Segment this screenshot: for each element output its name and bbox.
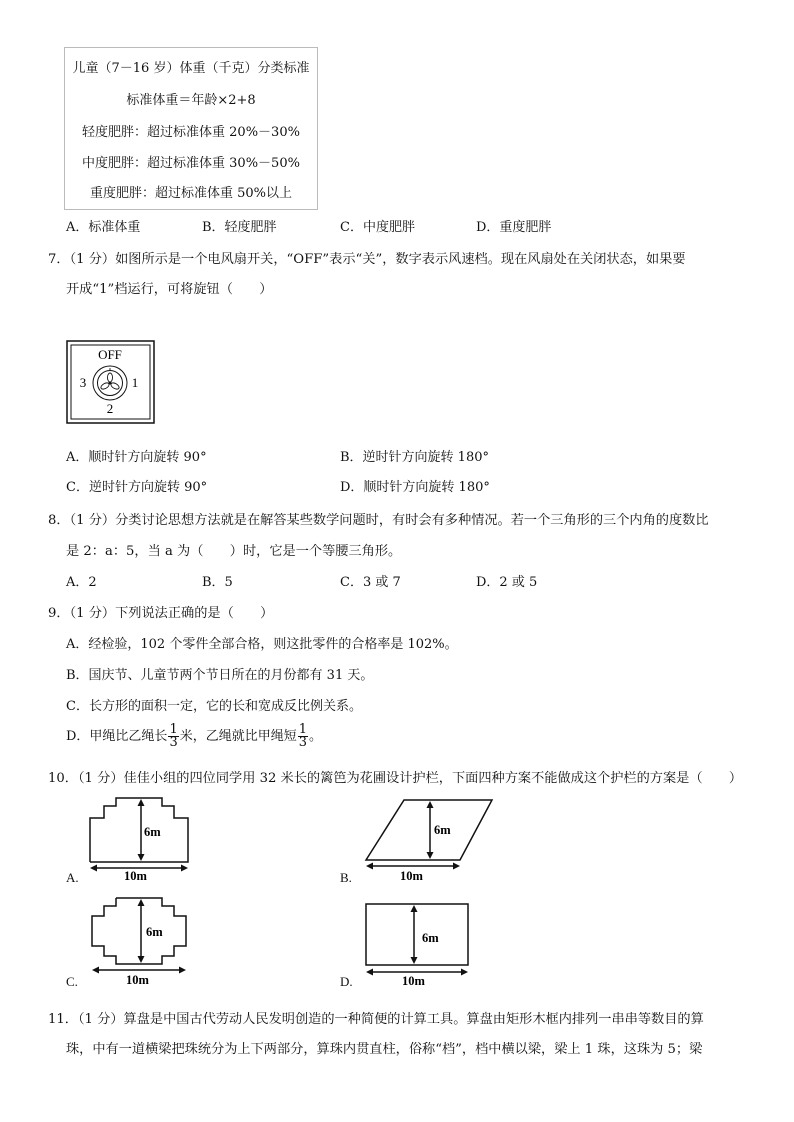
arrow-head-up bbox=[427, 801, 434, 808]
knob-label-2: 2 bbox=[106, 401, 114, 416]
q9-option-d[interactable] bbox=[66, 722, 322, 752]
q8-stem-line2: 是 2：a：5，当 a 为（ ）时，它是一个等腰三角形。 bbox=[66, 544, 402, 559]
q11-stem-line2: 珠，中有一道横梁把珠统分为上下两部分，算珠内贯直柱，俗称“档”，档中横以梁，梁上 1 珠，这珠为 5；梁 bbox=[66, 1042, 703, 1057]
arrow-head-down bbox=[411, 957, 418, 964]
q9-stem: 9．（1 分）下列说法正确的是（ ） bbox=[48, 606, 274, 621]
table-row: 中度肥胖：超过标准体重 30%－50% bbox=[82, 156, 300, 171]
knob-label-1: 1 bbox=[131, 375, 139, 390]
width-label: 10m bbox=[402, 974, 425, 988]
q10-stem: 10．（1 分）佳佳小组的四位同学用 32 米长的篱笆为花圃设计护栏，下面四种方案不能做成这个护栏的方案是（ ） bbox=[48, 771, 743, 786]
q7-stem-line1: 7．（1 分）如图所示是一个电风扇开关，“OFF”表示“关”，数字表示风速档。现在风扇处在关闭状态，如果要 bbox=[48, 252, 686, 267]
q6-option-d[interactable]: D．重度肥胖 bbox=[476, 220, 552, 235]
arrow-head-down bbox=[138, 854, 145, 861]
q9-d-text-post: 。 bbox=[309, 729, 323, 744]
knob-pointer-dot bbox=[109, 368, 111, 370]
fence-figure-c bbox=[86, 896, 198, 988]
fence-figure-d bbox=[364, 902, 472, 988]
parallelogram-outline bbox=[366, 800, 492, 860]
q9-d-text-mid: 米，乙绳就比甲绳短 bbox=[179, 729, 297, 744]
q7-option-b[interactable]: B．逆时针方向旋转 180° bbox=[340, 450, 489, 465]
q9-option-c[interactable]: C．长方形的面积一定，它的长和宽成反比例关系。 bbox=[66, 699, 362, 714]
q7-option-d[interactable]: D．顺时针方向旋转 180° bbox=[340, 480, 490, 495]
table-row: 轻度肥胖：超过标准体重 20%－30% bbox=[82, 125, 300, 140]
table-row: 重度肥胖：超过标准体重 50%以上 bbox=[89, 186, 293, 201]
arrow-head-right bbox=[453, 863, 460, 870]
q6-option-b[interactable]: B．轻度肥胖 bbox=[202, 220, 277, 235]
width-label: 10m bbox=[124, 869, 147, 882]
weight-standard-table bbox=[64, 47, 318, 210]
fan-switch-figure bbox=[66, 340, 156, 424]
fraction-one-third: $\frac{1}{3}$ bbox=[169, 722, 178, 750]
fraction-one-third: $\frac{1}{3}$ bbox=[298, 722, 308, 750]
q7-stem-line2: 开成“1”档运行，可将旋钮（ ） bbox=[66, 282, 273, 297]
q6-option-c[interactable]: C．中度肥胖 bbox=[340, 220, 415, 235]
arrow-head-right bbox=[181, 865, 188, 872]
q8-option-d[interactable]: D．2 或 5 bbox=[476, 575, 538, 590]
q9-option-b[interactable]: B．国庆节、儿童节两个节日所在的月份都有 31 天。 bbox=[66, 668, 374, 683]
arrow-head-right bbox=[179, 967, 186, 974]
arrow-head-left bbox=[366, 969, 373, 976]
q7-option-a[interactable]: A．顺时针方向旋转 90° bbox=[66, 450, 207, 465]
arrow-head-left bbox=[92, 967, 99, 974]
arrow-head-left bbox=[90, 865, 97, 872]
rectangle-outline bbox=[366, 904, 468, 965]
arrow-head-down bbox=[427, 852, 434, 859]
q10-option-c-label[interactable]: C. bbox=[66, 974, 78, 989]
table-formula: 标准体重＝年龄×2+8 bbox=[126, 93, 256, 108]
q7-option-c[interactable]: C．逆时针方向旋转 90° bbox=[66, 480, 208, 495]
knob-label-off: OFF bbox=[98, 347, 122, 362]
height-label: 6m bbox=[434, 823, 451, 837]
q8-option-a[interactable]: A．2 bbox=[66, 575, 97, 590]
stepped-outline bbox=[90, 798, 188, 862]
fence-figure-b bbox=[360, 798, 496, 884]
q8-stem-line1: 8．（1 分）分类讨论思想方法就是在解答某些数学问题时，有时会有多种情况。若一个三角形的三个内角的度数比 bbox=[48, 513, 709, 528]
height-label: 6m bbox=[422, 931, 439, 945]
height-label: 6m bbox=[144, 825, 161, 839]
q10-option-d-label[interactable]: D. bbox=[340, 974, 353, 989]
q10-option-a-label[interactable]: A. bbox=[66, 870, 79, 885]
arrow-head-left bbox=[366, 863, 373, 870]
arrow-head-down bbox=[138, 956, 145, 963]
height-label: 6m bbox=[146, 925, 163, 939]
table-title: 儿童（7－16 岁）体重（千克）分类标准 bbox=[72, 61, 310, 76]
width-label: 10m bbox=[126, 973, 149, 987]
fence-figure-a bbox=[86, 796, 198, 882]
q10-option-b-label[interactable]: B. bbox=[340, 870, 352, 885]
width-label: 10m bbox=[400, 869, 423, 883]
q11-stem-line1: 11．（1 分）算盘是中国古代劳动人民发明创造的一种简便的计算工具。算盘由矩形木框内排列一串串等数目的算 bbox=[48, 1012, 704, 1027]
q9-option-a[interactable]: A．经检验，102 个零件全部合格，则这批零件的合格率是 102%。 bbox=[66, 637, 458, 652]
stepped-outline bbox=[92, 898, 186, 964]
arrow-head-up bbox=[411, 905, 418, 912]
q8-option-b[interactable]: B．5 bbox=[202, 575, 233, 590]
q6-option-a[interactable]: A．标准体重 bbox=[66, 220, 141, 235]
arrow-head-up bbox=[138, 899, 145, 906]
arrow-head-right bbox=[461, 969, 468, 976]
q9-d-text-pre: D．甲绳比乙绳长 bbox=[66, 729, 168, 744]
arrow-head-up bbox=[138, 799, 145, 806]
knob-label-3: 3 bbox=[79, 375, 87, 390]
q8-option-c[interactable]: C．3 或 7 bbox=[340, 575, 401, 590]
